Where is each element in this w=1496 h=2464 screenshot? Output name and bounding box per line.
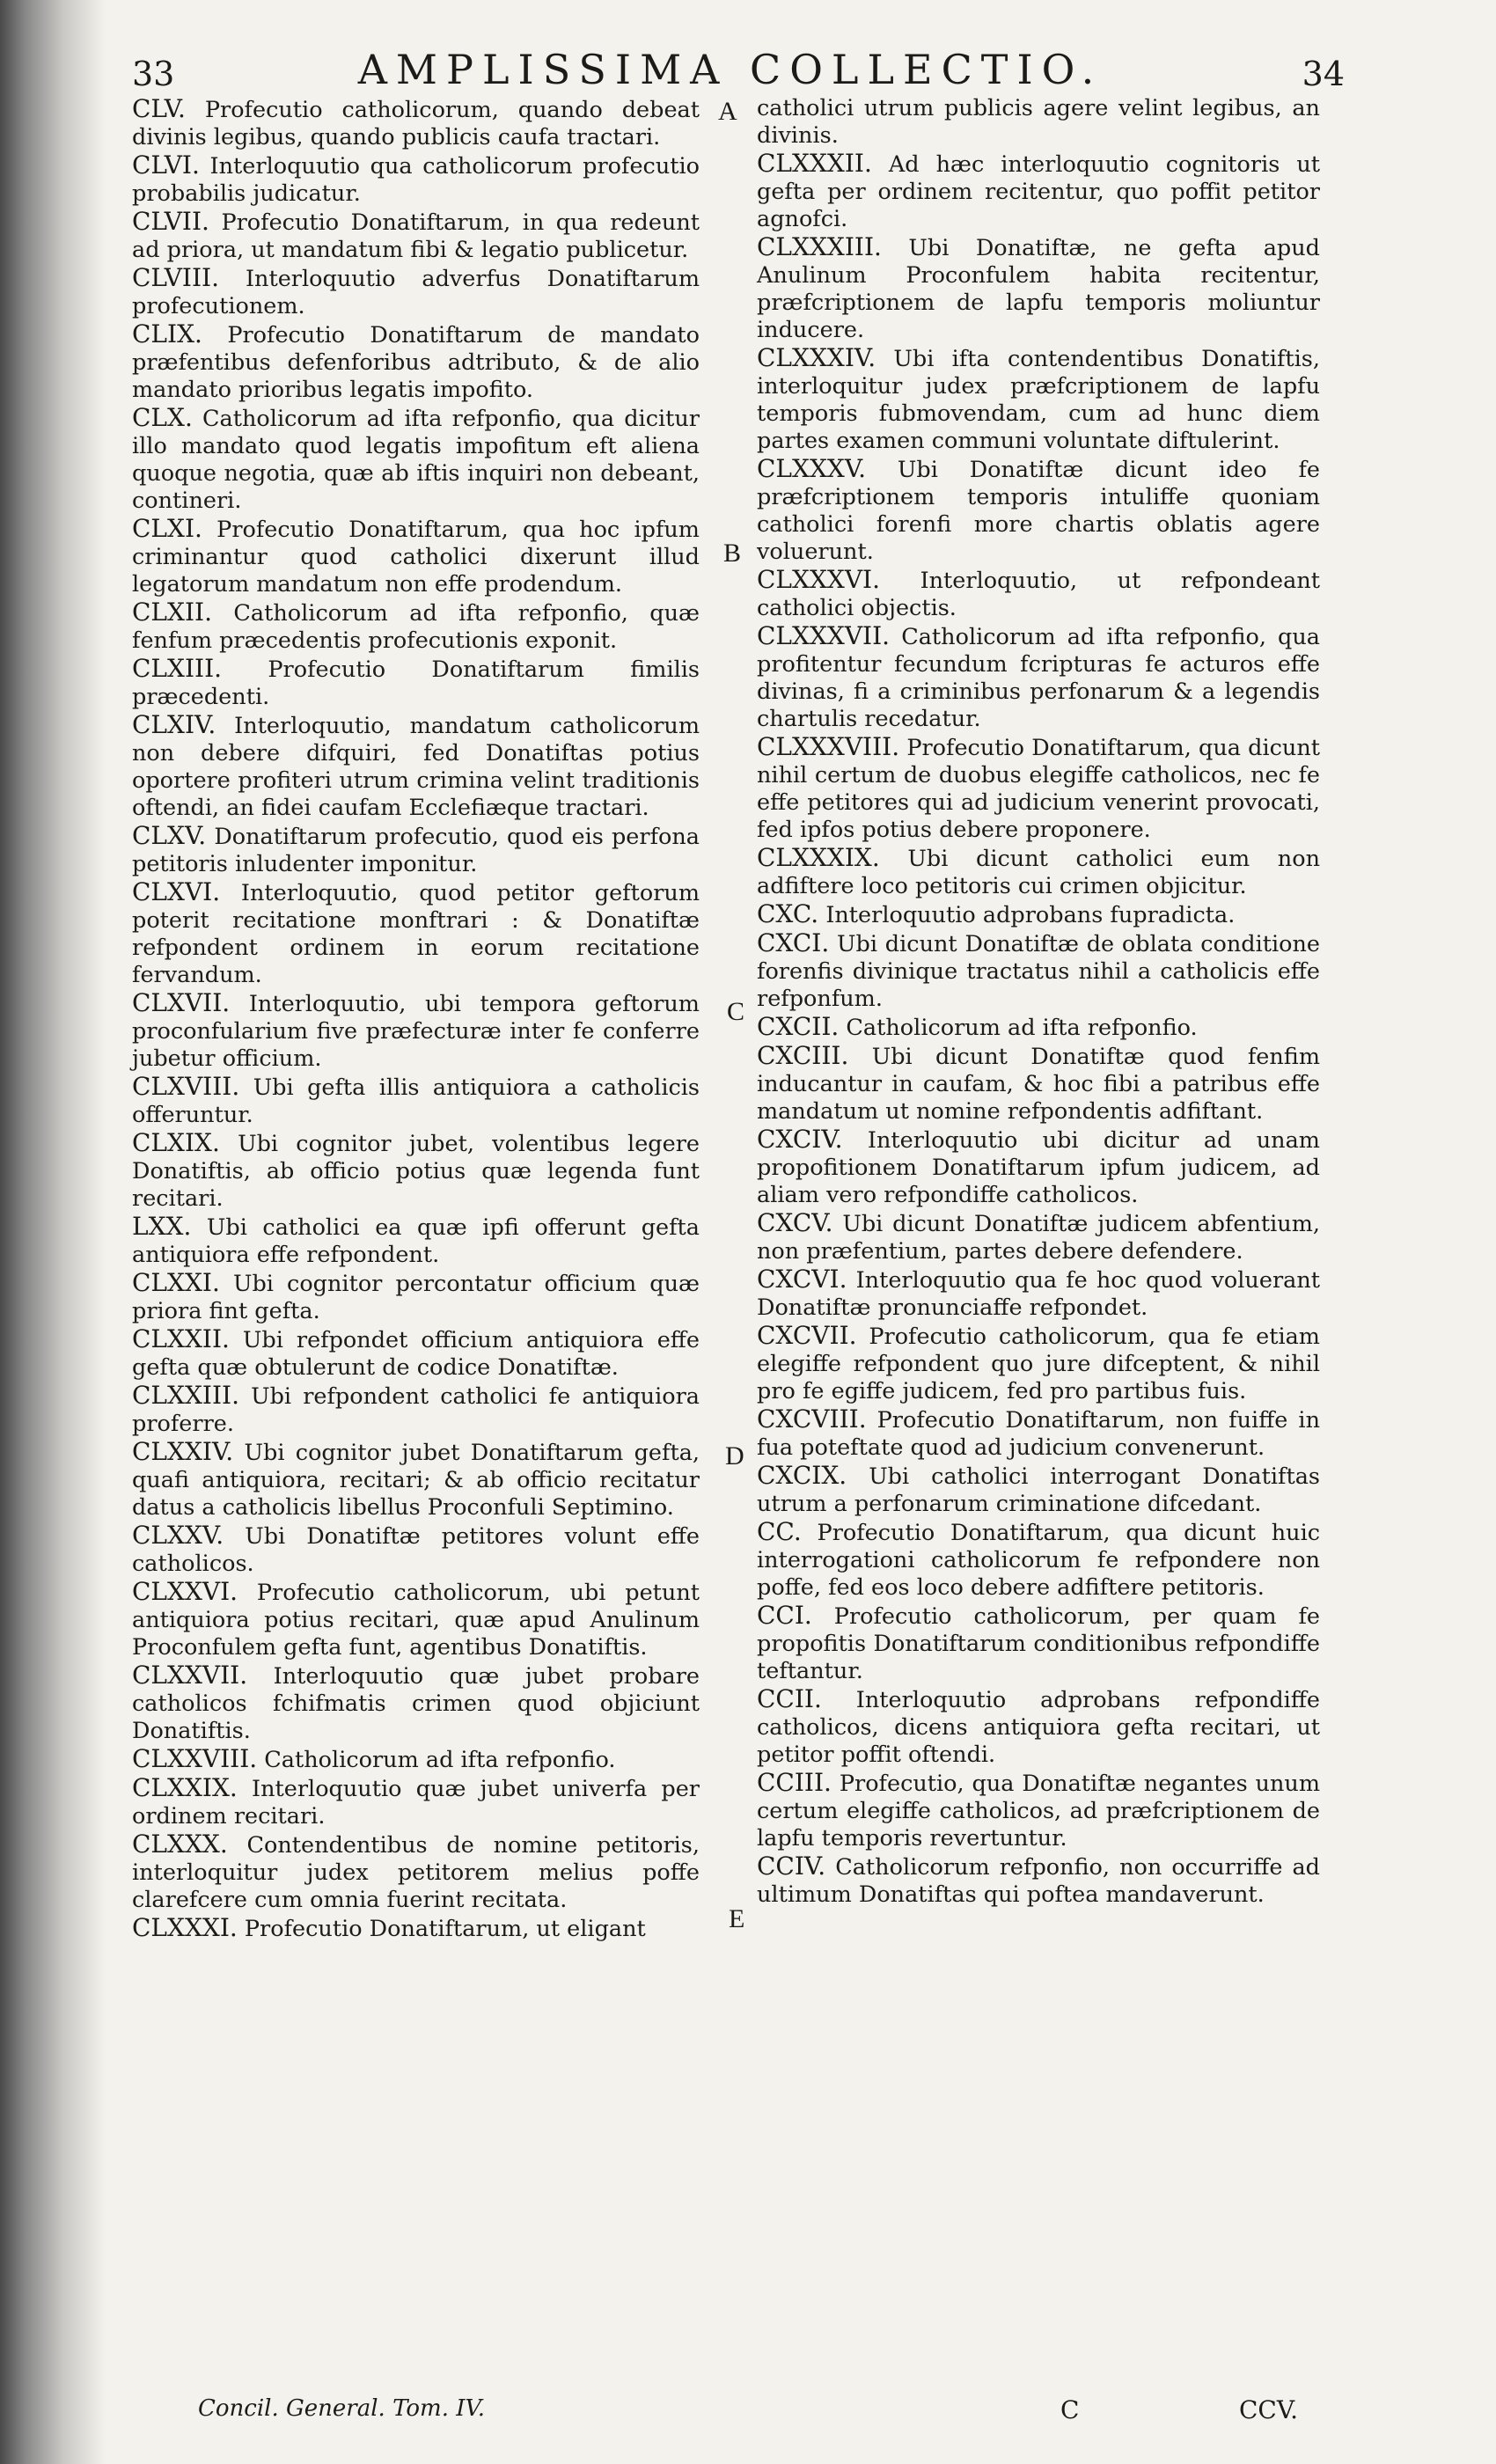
index-entry — [132, 711, 700, 822]
index-entry — [132, 878, 700, 989]
index-entry — [132, 655, 700, 711]
page-number-left: 33 — [132, 55, 175, 93]
entry-text: Catholicorum ad ifta refponfio, qua profitentur fecundum fcripturas fe acturos effe divinas, fi a criminibus perfonarum & a legendis chartulis recedatur. — [757, 624, 1321, 732]
index-entry — [132, 822, 700, 878]
entry-number: CLXXII. — [132, 1324, 230, 1353]
entry-number: CLXXXII. — [757, 149, 872, 178]
entry-number: CCIII. — [757, 1768, 832, 1797]
index-entry — [132, 598, 700, 655]
entry-text: Profecutio, qua Donatiftæ negantes unum certum elegiffe catholicos, ad præfcriptionem de lapfu temporis revertuntur. — [757, 1771, 1321, 1852]
entry-text: Profecutio catholicorum, per quam fe propofitis Donatiftarum conditionibus refpondiffe teftantur. — [757, 1603, 1320, 1684]
running-title: AMPLISSIMA COLLECTIO. — [357, 46, 1104, 93]
index-entry — [132, 1438, 700, 1522]
entry-text: Catholicorum ad ifta refponfio, quæ fenfum præcedentis profecutionis exponit. — [132, 600, 700, 654]
entry-number: CXCIII. — [757, 1041, 849, 1070]
entry-text: Interloquutio adprobans refpondiffe catholicos, dicens antiquiora gefta recitari, ut petitor poffit oftendi. — [757, 1687, 1321, 1768]
entry-text: Ubi ifta contendentibus Donatiftis, interloquitur judex præfcriptionem de lapfu temporis fubmovendam, cum ad hunc diem partes examen communi voluntate diftulerint. — [757, 346, 1320, 454]
margin-letter-e: E — [729, 1904, 745, 1933]
entry-number: CLVIII. — [132, 263, 219, 292]
index-entry — [132, 1774, 700, 1830]
index-entry — [132, 320, 700, 404]
entry-number: CLXXIII. — [132, 1381, 239, 1410]
index-entry — [757, 900, 1320, 929]
entry-number: CLXVIII. — [132, 1072, 240, 1101]
entry-text: Interloquutio quæ jubet probare catholicos fchifmatis crimen quod objiciunt Donatiftis. — [132, 1663, 700, 1744]
scan-gutter-shadow — [0, 0, 106, 2464]
entry-number: CLVII. — [132, 207, 209, 236]
margin-letter-b: B — [723, 539, 742, 568]
entry-number: CLXXXI. — [132, 1913, 238, 1942]
entry-number: CLXXVIII. — [132, 1744, 258, 1773]
entry-text: Catholicorum ad ifta refponfio, qua dicitur illo mandato quod legatis impofitum eft aliena quoque negotia, quæ ab iftis inquiri non debeant, contineri. — [132, 406, 700, 514]
index-entry — [132, 1269, 700, 1325]
entry-text: Donatiftarum profecutio, quod eis perfona petitoris inludenter imponitur. — [132, 824, 700, 877]
index-entry — [132, 1745, 700, 1774]
entry-text: Ubi cognitor percontatur officium quæ priora fint gefta. — [132, 1271, 700, 1324]
index-entry — [132, 1213, 700, 1269]
entry-number: CLXXX. — [132, 1830, 228, 1859]
entry-number: CLXVII. — [132, 988, 231, 1017]
entry-number: LXX. — [132, 1212, 192, 1241]
entry-text: Ubi dicunt catholici eum non adfiftere loco petitoris cui crimen objicitur. — [757, 846, 1320, 899]
index-entry — [132, 1129, 700, 1213]
entry-number: CLVI. — [132, 150, 200, 180]
entry-text: Ubi catholici interrogant Donatiftas utrum a perfonarum criminatione difcedant. — [757, 1463, 1321, 1517]
index-entry — [757, 929, 1320, 1013]
index-entry — [757, 566, 1320, 622]
entry-text: Ubi dicunt Donatiftæ de oblata conditione forenfis divinique tractatus nihil a catholicis effe refponfum. — [757, 931, 1320, 1012]
index-entry — [757, 1322, 1320, 1405]
index-entry — [132, 989, 700, 1073]
page-number-right: 34 — [1302, 55, 1345, 93]
page-header — [132, 46, 1345, 93]
entry-text: Interloquutio, mandatum catholicorum non debere difquiri, fed Donatiftas potius oportere profiteri utrum crimina velint traditionis oftendi, an fidei caufam Ecclefiæque tractari. — [132, 713, 700, 821]
entry-text: Ubi refpondet officium antiquiora effe gefta quæ obtulerunt de codice Donatiftæ. — [132, 1327, 700, 1381]
entry-number: CLIX. — [132, 319, 202, 348]
entry-number: CLXIV. — [132, 710, 216, 739]
entry-number: CLXXXIX. — [757, 843, 880, 872]
index-entry — [757, 344, 1320, 455]
index-entry — [757, 733, 1320, 844]
entry-text: Profecutio Donatiftarum, non fuiffe in fua poteftate quod ad judicium convenerunt. — [757, 1407, 1320, 1461]
entry-number: CXCIX. — [757, 1461, 847, 1490]
entry-number: CLXXVI. — [132, 1577, 238, 1606]
margin-letter-a: A — [718, 97, 737, 126]
margin-letter-d: D — [725, 1441, 744, 1470]
entry-text: Profecutio Donatiftarum, qua hoc ipfum criminantur quod catholici dixerunt illud legatorum mandatum non effe prodendum. — [132, 517, 700, 598]
index-entry — [132, 264, 700, 320]
index-entry — [757, 1685, 1320, 1769]
index-entry — [757, 1405, 1320, 1462]
entry-number: CLXXV. — [132, 1521, 224, 1550]
entry-number: CLXXIV. — [132, 1437, 234, 1466]
entry-number: CXCII. — [757, 1012, 840, 1041]
index-entry — [757, 1013, 1320, 1042]
right-column — [757, 95, 1320, 1909]
index-entry — [757, 455, 1320, 566]
entry-number: CXCVII. — [757, 1321, 857, 1350]
index-entry — [132, 1325, 700, 1382]
index-entry — [132, 208, 700, 264]
entry-text: Ubi cognitor jubet Donatiftarum gefta, quafi antiquiora, recitari; & ab officio recitatur datus a catholicis libellus Proconfuli Septimino. — [132, 1440, 700, 1521]
index-entry — [757, 1042, 1320, 1126]
entry-number: CC. — [757, 1517, 802, 1546]
entry-number: CLXXXVII. — [757, 621, 891, 650]
entry-text: Profecutio catholicorum, ubi petunt antiquiora potius recitari, quæ apud Anulinum Proconfulem gefta funt, agentibus Donatiftis. — [132, 1580, 700, 1661]
entry-text: Ubi catholici ea quæ ipfi offerunt gefta antiquiora effe refpondent. — [132, 1214, 700, 1268]
entry-text: Ad hæc interloquutio cognitoris ut gefta per ordinem recitentur, quo poffit petitor agnofci. — [757, 151, 1320, 232]
entry-text: Interloquutio qua catholicorum profecutio probabilis judicatur. — [132, 153, 700, 207]
entry-text: Interloquutio, ut refpondeant catholici objectis. — [757, 568, 1320, 621]
margin-letter-c: C — [727, 997, 745, 1026]
entry-text: Profecutio Donatiftarum, qua dicunt huic interrogationi catholicorum fe refpondere non poffe, fed eos loco debere adfiftere petitoris. — [757, 1520, 1321, 1601]
entry-text: Contendentibus de nomine petitoris, interloquitur judex petitorem melius poffe clarefcere cum omnia fuerint recitata. — [132, 1832, 700, 1913]
entry-number: CCI. — [757, 1601, 812, 1630]
entry-number: CXCI. — [757, 928, 830, 957]
index-entry — [757, 1209, 1320, 1265]
entry-number: CLV. — [132, 94, 186, 123]
index-entry — [132, 1914, 700, 1943]
entry-text: Profecutio Donatiftarum fimilis præcedenti. — [132, 656, 700, 710]
index-entry — [132, 1382, 700, 1438]
entry-number: CLXIII. — [132, 654, 223, 683]
entry-text: Ubi Donatiftæ petitores volunt effe catholicos. — [132, 1523, 700, 1577]
entry-text: Profecutio catholicorum, quando debeat divinis legibus, quando publicis caufa tractari. — [132, 97, 700, 150]
entry-text: Ubi dicunt Donatiftæ quod fenfim inducantur in caufam, & hoc fibi a patribus effe mandatum ut nomine refpondentis adfiftant. — [757, 1044, 1320, 1125]
index-entry — [757, 95, 1320, 150]
entry-number: CLXXVII. — [132, 1661, 248, 1690]
entry-text: Interloquutio quæ jubet univerfa per ordinem recitari. — [132, 1776, 700, 1830]
index-entry — [757, 150, 1320, 233]
entry-text: Interloquutio ubi dicitur ad unam propofitionem Donatiftarum ipfum judicem, ad aliam vero refpondiffe catholicos. — [757, 1127, 1320, 1208]
entry-number: CLXII. — [132, 598, 212, 627]
footer-volume: Concil. General. Tom. IV. — [198, 2395, 486, 2422]
index-entry — [132, 151, 700, 208]
index-entry — [757, 1265, 1320, 1322]
entry-text: Catholicorum refponfio, non occurriffe ad ultimum Donatiftas qui poftea mandaverunt. — [757, 1854, 1320, 1908]
entry-number: CLXIX. — [132, 1128, 220, 1157]
index-entry — [757, 1518, 1320, 1602]
index-entry — [132, 1073, 700, 1129]
entry-number: CXCVI. — [757, 1265, 847, 1294]
footer-catchword: CCV. — [1239, 2395, 1299, 2424]
entry-text: Interloquutio adverfus Donatiftarum profecutionem. — [132, 266, 700, 319]
entry-text: Ubi cognitor jubet, volentibus legere Donatiftis, ab officio potius quæ legenda funt recitari. — [132, 1131, 700, 1212]
index-entry — [132, 515, 700, 598]
entry-number: CLXXIX. — [132, 1773, 238, 1802]
entry-number: CXCVIII. — [757, 1404, 867, 1434]
entry-text: catholici utrum publicis agere velint legibus, an divinis. — [757, 95, 1320, 149]
entry-text: Catholicorum ad ifta refponfio. — [264, 1747, 616, 1773]
index-entry — [132, 1522, 700, 1578]
entry-text: Ubi Donatiftæ dicunt ideo fe præfcriptionem temporis intuliffe quoniam catholici forenfi more chartis oblatis agere voluerunt. — [757, 457, 1320, 565]
entry-number: CLXI. — [132, 514, 202, 543]
entry-text: Ubi refpondent catholici fe antiquiora proferre. — [132, 1383, 700, 1437]
entry-number: CXCIV. — [757, 1125, 843, 1154]
index-entry — [757, 233, 1320, 344]
entry-text: Interloquutio, quod petitor geftorum poterit recitatione monftrari : & Donatiftæ refpondent ordinem in eorum recitatione fervandum. — [132, 880, 700, 988]
entry-text: Interloquutio, ubi tempora geftorum proconfularium five præfecturæ inter fe conferre jubetur officium. — [132, 991, 700, 1072]
index-entry — [757, 844, 1320, 900]
entry-text: Profecutio Donatiftarum de mandato præfentibus defenforibus adtributo, & de alio mandato prioribus legatis impofito. — [132, 322, 700, 403]
entry-number: CLXXXIV. — [757, 343, 876, 372]
entry-text: Profecutio Donatiftarum, in qua redeunt ad priora, ut mandatum fibi & legatio publicetur. — [132, 209, 700, 263]
index-entry — [132, 1578, 700, 1661]
index-entry — [132, 1661, 700, 1745]
index-entry — [757, 1852, 1320, 1909]
entry-text: Profecutio Donatiftarum, qua dicunt nihil certum de duobus elegiffe catholicos, nec fe effe petitores qui ad judicium venerint provocati, fed ipfos potius debere proponere. — [757, 735, 1321, 843]
index-entry — [132, 95, 700, 151]
entry-number: CLXXXV. — [757, 454, 867, 483]
entry-number: CLXXXIII. — [757, 232, 882, 261]
entry-text: Catholicorum ad ifta refponfio. — [846, 1015, 1198, 1041]
entry-number: CLXVI. — [132, 877, 221, 906]
entry-number: CCII. — [757, 1684, 822, 1713]
entry-number: CLXXXVIII. — [757, 732, 900, 761]
entry-number: CXCV. — [757, 1208, 833, 1237]
entry-text: Interloquutio qua fe hoc quod voluerant Donatiftæ pronunciaffe refpondet. — [757, 1267, 1321, 1321]
index-entry — [757, 1462, 1320, 1518]
index-entry — [757, 622, 1320, 733]
entry-number: CLXXI. — [132, 1268, 220, 1297]
index-entry — [757, 1602, 1320, 1685]
entry-number: CXC. — [757, 899, 819, 928]
index-entry — [132, 1830, 700, 1914]
entry-text: Profecutio Donatiftarum, ut eligant — [244, 1916, 646, 1942]
footer-signature: C — [1060, 2395, 1080, 2424]
left-column — [132, 95, 700, 1943]
index-entry — [132, 404, 700, 515]
entry-number: CLXXXVI. — [757, 565, 880, 594]
entry-number: CCIV. — [757, 1852, 826, 1881]
entry-number: CLX. — [132, 403, 193, 432]
index-entry — [757, 1126, 1320, 1209]
entry-text: Ubi Donatiftæ, ne gefta apud Anulinum Proconfulem habita recitentur, præfcriptionem de lapfu temporis moliuntur inducere. — [757, 235, 1320, 343]
entry-text: Profecutio catholicorum, qua fe etiam elegiffe refpondent quo jure difceptent, & nihil pro fe egiffe judicem, fed pro partibus fuis. — [757, 1324, 1320, 1404]
entry-number: CLXV. — [132, 821, 207, 850]
entry-text: Ubi dicunt Donatiftæ judicem abfentium, non præfentium, partes debere defendere. — [757, 1211, 1320, 1265]
entry-text: Ubi gefta illis antiquiora a catholicis offeruntur. — [132, 1074, 700, 1128]
index-entry — [757, 1769, 1320, 1852]
entry-text: Interloquutio adprobans fupradicta. — [825, 902, 1236, 928]
